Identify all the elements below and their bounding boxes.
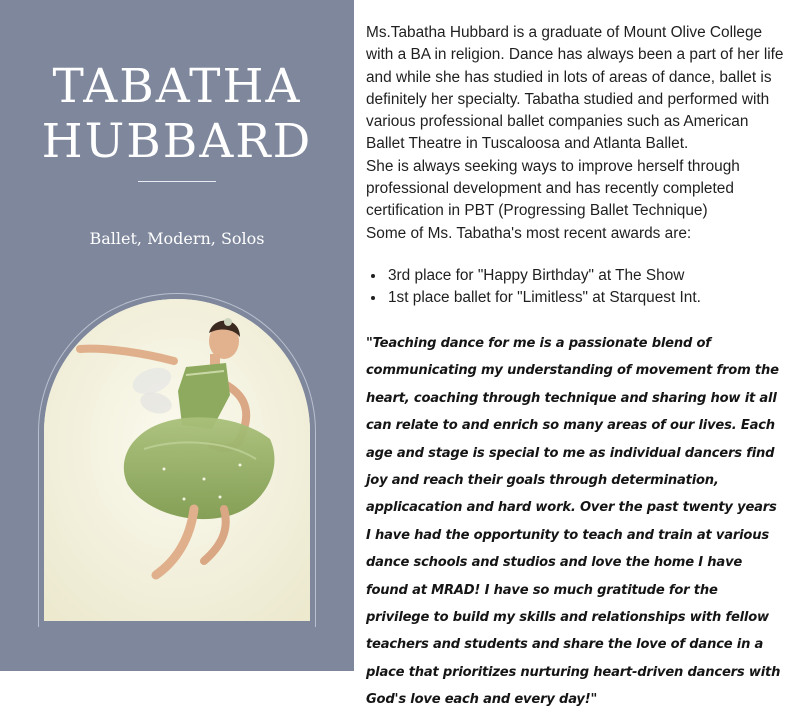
- teacher-name-line1: TABATHA: [52, 59, 302, 115]
- dancer-illustration: [44, 299, 310, 621]
- dancer-photo: [44, 299, 310, 621]
- awards-list: [366, 265, 788, 310]
- name-divider: [138, 181, 216, 182]
- dance-styles: Ballet, Modern, Solos: [89, 229, 265, 248]
- bio-section: [354, 0, 800, 708]
- bio-paragraph-1: Ms.Tabatha Hubbard is a graduate of Mount Olive College with a BA in religion. Dance has always been a part of her life and while she has studied in lots of areas of dance, ballet is definitely her specialty. Tabatha studied and performed with various professional ballet companies such as American Ballet Theatre in Tuscaloosa and Atlanta Ballet.: [366, 24, 784, 153]
- award-item: • 1st place ballet for "Limitless" at Starquest Int.: [386, 287, 788, 310]
- profile-sidebar: [0, 0, 354, 671]
- teaching-quote: "Teaching dance for me is a passionate blend of communicating my understanding of movement from the heart, coaching through technique and sharing how it all can relate to and enrich so many areas of our lives. Each age and stage is special to me as individual dancers find joy and reach their goals through determination, applicacation and hard work. Over the past twenty years I have had the opportunity to teach and train at various dance schools and studios and love the home I have found at MRAD! I have so much gratitude for the privilege to build my skills and relationships with fellow teachers and students and share the love of dance in a place that prioritizes nurturing heart-driven dancers with God's love each and every day!": [366, 335, 781, 708]
- teacher-name: [0, 59, 354, 169]
- bio-text: [366, 22, 788, 245]
- bio-paragraph-2: She is always seeking ways to improve herself through professional development and has recently completed certification in PBT (Progressing Ballet Technique): [366, 157, 740, 220]
- teacher-name-line2: HUBBARD: [41, 114, 313, 170]
- award-item: • 3rd place for "Happy Birthday" at The Show: [386, 265, 788, 288]
- awards-intro: Some of Ms. Tabatha's most recent awards are:: [366, 224, 692, 242]
